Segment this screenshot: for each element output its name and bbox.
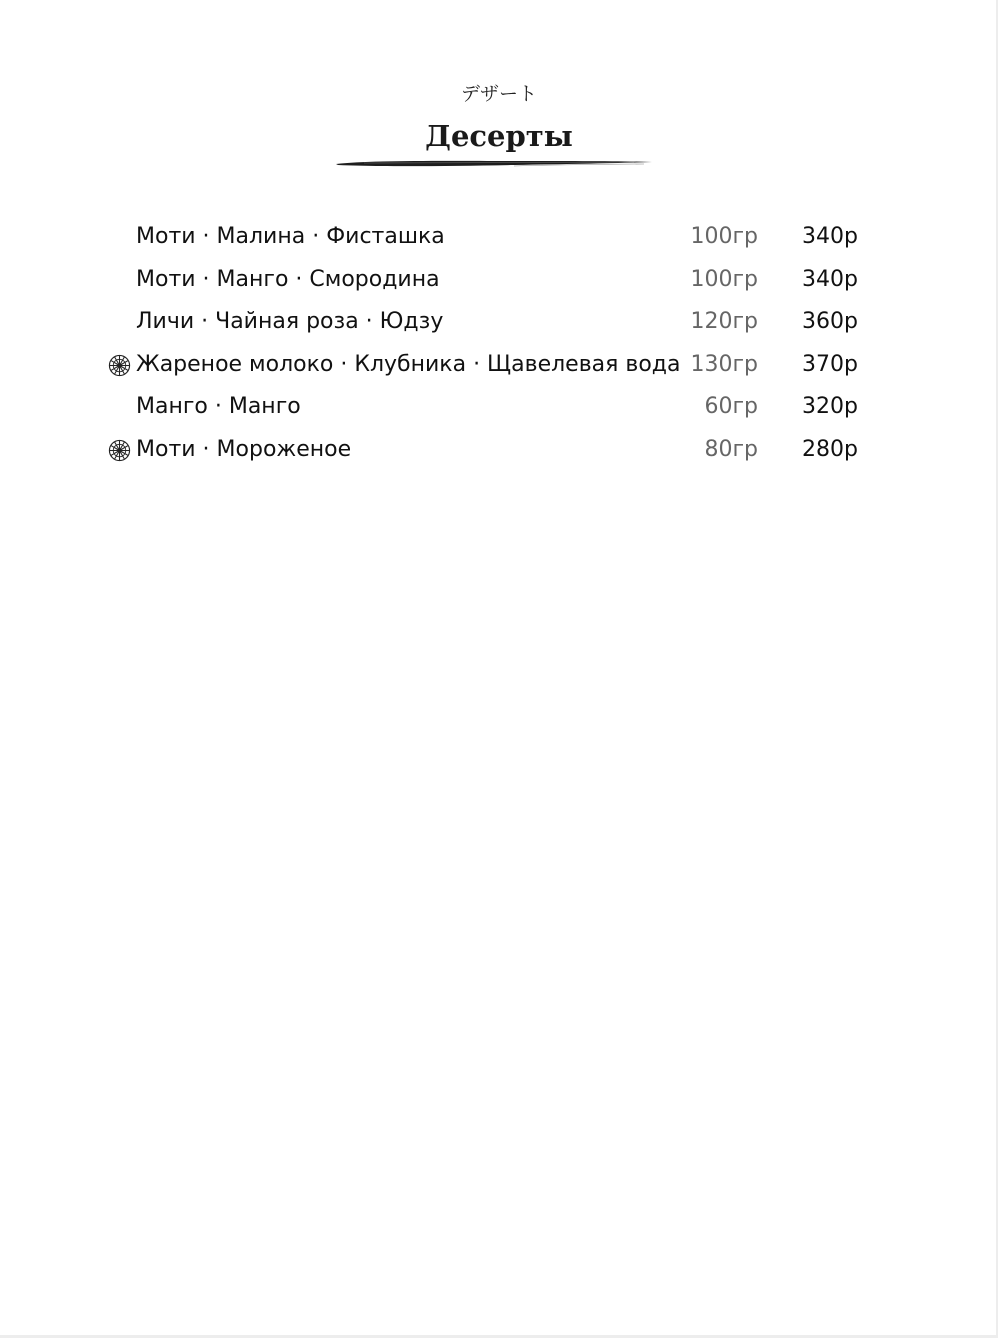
wheel-flower-icon bbox=[108, 354, 131, 377]
item-weight: 100гр bbox=[690, 224, 758, 249]
item-price: 320р bbox=[802, 394, 858, 419]
section-subtitle: デザート bbox=[460, 83, 537, 105]
item-weight: 80гр bbox=[704, 436, 758, 462]
item-weight: 60гр bbox=[704, 394, 758, 419]
section-title: Десерты bbox=[425, 119, 573, 153]
menu-item bbox=[0, 216, 998, 259]
item-weight: 100гр bbox=[690, 266, 758, 292]
item-name: Моти · Мороженое bbox=[136, 436, 352, 462]
item-price: 370р bbox=[802, 351, 858, 377]
menu-item bbox=[0, 259, 998, 302]
item-weight: 120гр bbox=[690, 309, 758, 334]
menu-item bbox=[0, 429, 998, 472]
item-name: Манго · Манго bbox=[136, 394, 301, 419]
item-name: Жареное молоко · Клубника · Щавелевая вода bbox=[136, 351, 681, 377]
menu-item bbox=[0, 386, 998, 429]
menu-item bbox=[0, 344, 998, 387]
brush-stroke-divider bbox=[334, 156, 654, 170]
menu-item bbox=[0, 301, 998, 344]
item-price: 360р bbox=[802, 309, 858, 334]
dessert-menu bbox=[0, 216, 998, 471]
item-price: 280р bbox=[802, 436, 858, 462]
item-price: 340р bbox=[802, 224, 858, 249]
item-name: Личи · Чайная роза · Юдзу bbox=[136, 309, 444, 334]
item-name: Моти · Манго · Смородина bbox=[136, 266, 440, 292]
item-name: Моти · Малина · Фисташка bbox=[136, 224, 445, 249]
item-weight: 130гр bbox=[690, 351, 758, 377]
wheel-flower-icon bbox=[108, 439, 131, 462]
item-price: 340р bbox=[802, 266, 858, 292]
section-header bbox=[0, 80, 998, 158]
